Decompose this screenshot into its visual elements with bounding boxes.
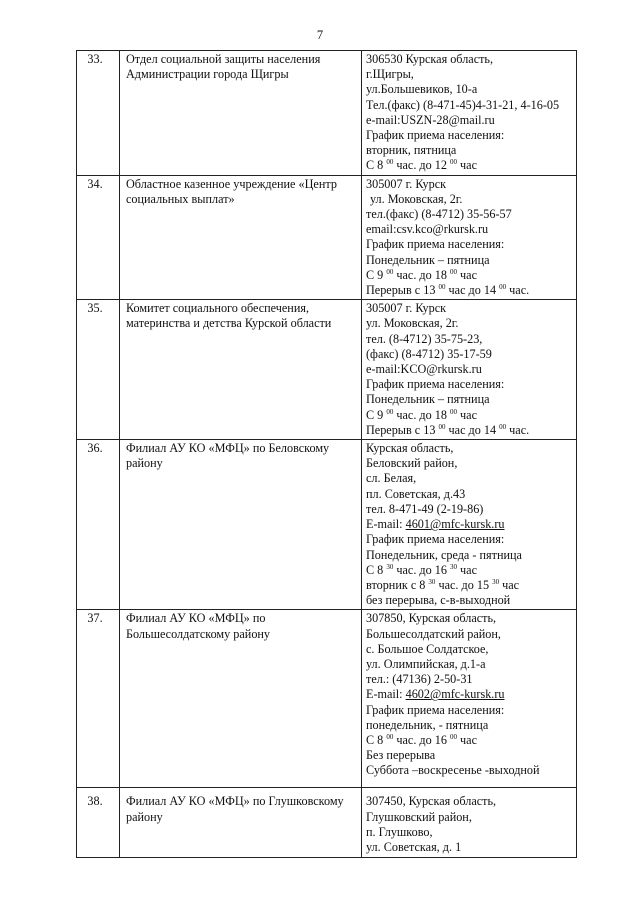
address-line: 306530 Курская область, bbox=[366, 52, 494, 66]
table-row bbox=[77, 610, 577, 788]
schedule-days: Понедельник – пятница bbox=[366, 392, 490, 407]
address-line: Глушковский район, bbox=[366, 809, 472, 824]
schedule-weekend: Суббота –воскресенье -выходной bbox=[366, 763, 540, 778]
table-row bbox=[77, 175, 577, 300]
institution-name: Областное казенное учреждение «Центр социальных выплат» bbox=[120, 175, 362, 300]
address-line: 305007 г. Курск bbox=[366, 301, 447, 316]
address-line: с. Большое Солдатское, bbox=[366, 641, 489, 656]
email-line: E-mail: 4602@mfc-kursk.ru bbox=[366, 687, 505, 702]
schedule-break: Перерыв с 13 $^{00}$ час до 14 $^{00}$ час. bbox=[366, 422, 530, 437]
schedule-days: Понедельник, среда - пятница bbox=[366, 547, 522, 562]
page-number: 7 bbox=[316, 28, 324, 42]
schedule-hours: С 9 $^{00}$ час. до 18 $^{00}$ час bbox=[366, 407, 477, 422]
schedule-title: График приема населения: bbox=[366, 702, 505, 717]
schedule-note: без перерыва, с-в-выходной bbox=[366, 593, 511, 608]
institution-name: Филиал АУ КО «МФЦ» по Глушковскому району bbox=[120, 788, 362, 858]
phone-line: тел. (8-4712) 35-75-23, bbox=[366, 331, 483, 346]
address-line: п. Глушково, bbox=[366, 824, 433, 839]
schedule-hours: С 8 $^{00}$ час. до 12 $^{00}$ час bbox=[366, 158, 477, 173]
fax-line: (факс) (8-4712) 35-17-59 bbox=[366, 346, 492, 361]
table-row bbox=[77, 300, 577, 440]
email-line: E-mail: 4601@mfc-kursk.ru bbox=[366, 517, 505, 532]
address-line: Беловский район, bbox=[366, 456, 458, 471]
email-link[interactable]: 4602@mfc-kursk.ru bbox=[405, 687, 505, 702]
institution-name: Комитет социального обеспечения, материнства и детства Курской области bbox=[120, 300, 362, 440]
schedule-days: Понедельник – пятница bbox=[366, 252, 490, 267]
schedule-break: Перерыв с 13 $^{00}$ час до 14 $^{00}$ час. bbox=[366, 283, 530, 298]
schedule-title: График приема населения: bbox=[366, 532, 505, 547]
email-line[interactable]: e-mail:USZN-28@mail.ru bbox=[366, 112, 495, 127]
institutions-table bbox=[76, 50, 577, 858]
address-line: г.Щигры, bbox=[366, 67, 414, 82]
contact-info bbox=[362, 300, 577, 440]
row-number: 35. bbox=[77, 300, 120, 440]
row-number: 38. bbox=[77, 788, 120, 858]
schedule-hours: С 8 $^{00}$ час. до 16 $^{00}$ час bbox=[366, 732, 477, 747]
institution-name: Отдел социальной защиты населения Администрации города Щигры bbox=[120, 51, 362, 176]
table-row bbox=[77, 51, 577, 176]
row-number: 33. bbox=[77, 51, 120, 176]
schedule-note: Без перерыва bbox=[366, 748, 436, 763]
email-line[interactable]: email:csv.kco@rkursk.ru bbox=[366, 222, 489, 237]
schedule-hours: С 9 $^{00}$ час. до 18 $^{00}$ час bbox=[366, 267, 477, 282]
address-line: ул. Советская, д. 1 bbox=[366, 839, 462, 854]
row-number: 36. bbox=[77, 440, 120, 610]
address-line: ул. Олимпийская, д.1-а bbox=[366, 656, 486, 671]
email-link[interactable]: 4601@mfc-kursk.ru bbox=[405, 517, 505, 532]
address-line: сл. Белая, bbox=[366, 471, 417, 486]
contact-info bbox=[362, 175, 577, 300]
address-line: ул.Большевиков, 10-а bbox=[366, 82, 478, 97]
contact-info bbox=[362, 788, 577, 858]
email-line[interactable]: e-mail:KCO@rkursk.ru bbox=[366, 362, 482, 377]
contact-info bbox=[362, 440, 577, 610]
schedule-hours-tuesday: вторник с 8 $^{30}$ час. до 15 $^{30}$ час bbox=[366, 577, 520, 592]
row-number: 34. bbox=[77, 175, 120, 300]
address-line: ул. Моковская, 2г. bbox=[370, 191, 463, 206]
schedule-days: понедельник, - пятница bbox=[366, 717, 489, 732]
address-line: Большесолдатский район, bbox=[366, 626, 501, 641]
table-row bbox=[77, 788, 577, 858]
schedule-title: График приема населения: bbox=[366, 128, 505, 143]
schedule-title: График приема населения: bbox=[366, 237, 505, 252]
contact-info bbox=[362, 51, 577, 176]
schedule-days: вторник, пятница bbox=[366, 143, 457, 158]
address-line: 305007 г. Курск bbox=[366, 176, 447, 191]
schedule-title: График приема населения: bbox=[366, 377, 505, 392]
address-line: ул. Моковская, 2г. bbox=[366, 316, 459, 331]
address-line: Курская область, bbox=[366, 441, 454, 456]
row-number: 37. bbox=[77, 610, 120, 788]
institution-name: Филиал АУ КО «МФЦ» по Беловскому району bbox=[120, 440, 362, 610]
table-row bbox=[77, 440, 577, 610]
address-line: 307450, Курская область, bbox=[366, 794, 497, 809]
schedule-hours: С 8 $^{30}$ час. до 16 $^{30}$ час bbox=[366, 562, 477, 577]
phone-line: Тел.(факс) (8-471-45)4-31-21, 4-16-05 bbox=[366, 97, 560, 112]
institution-name: Филиал АУ КО «МФЦ» по Большесолдатскому району bbox=[120, 610, 362, 788]
contact-info bbox=[362, 610, 577, 788]
address-line: пл. Советская, д.43 bbox=[366, 486, 466, 501]
phone-line: тел. 8-471-49 (2-19-86) bbox=[366, 501, 484, 516]
address-line: 307850, Курская область, bbox=[366, 611, 497, 626]
phone-line: тел.: (47136) 2-50-31 bbox=[366, 672, 473, 687]
phone-line: тел.(факс) (8-4712) 35-56-57 bbox=[366, 207, 512, 222]
